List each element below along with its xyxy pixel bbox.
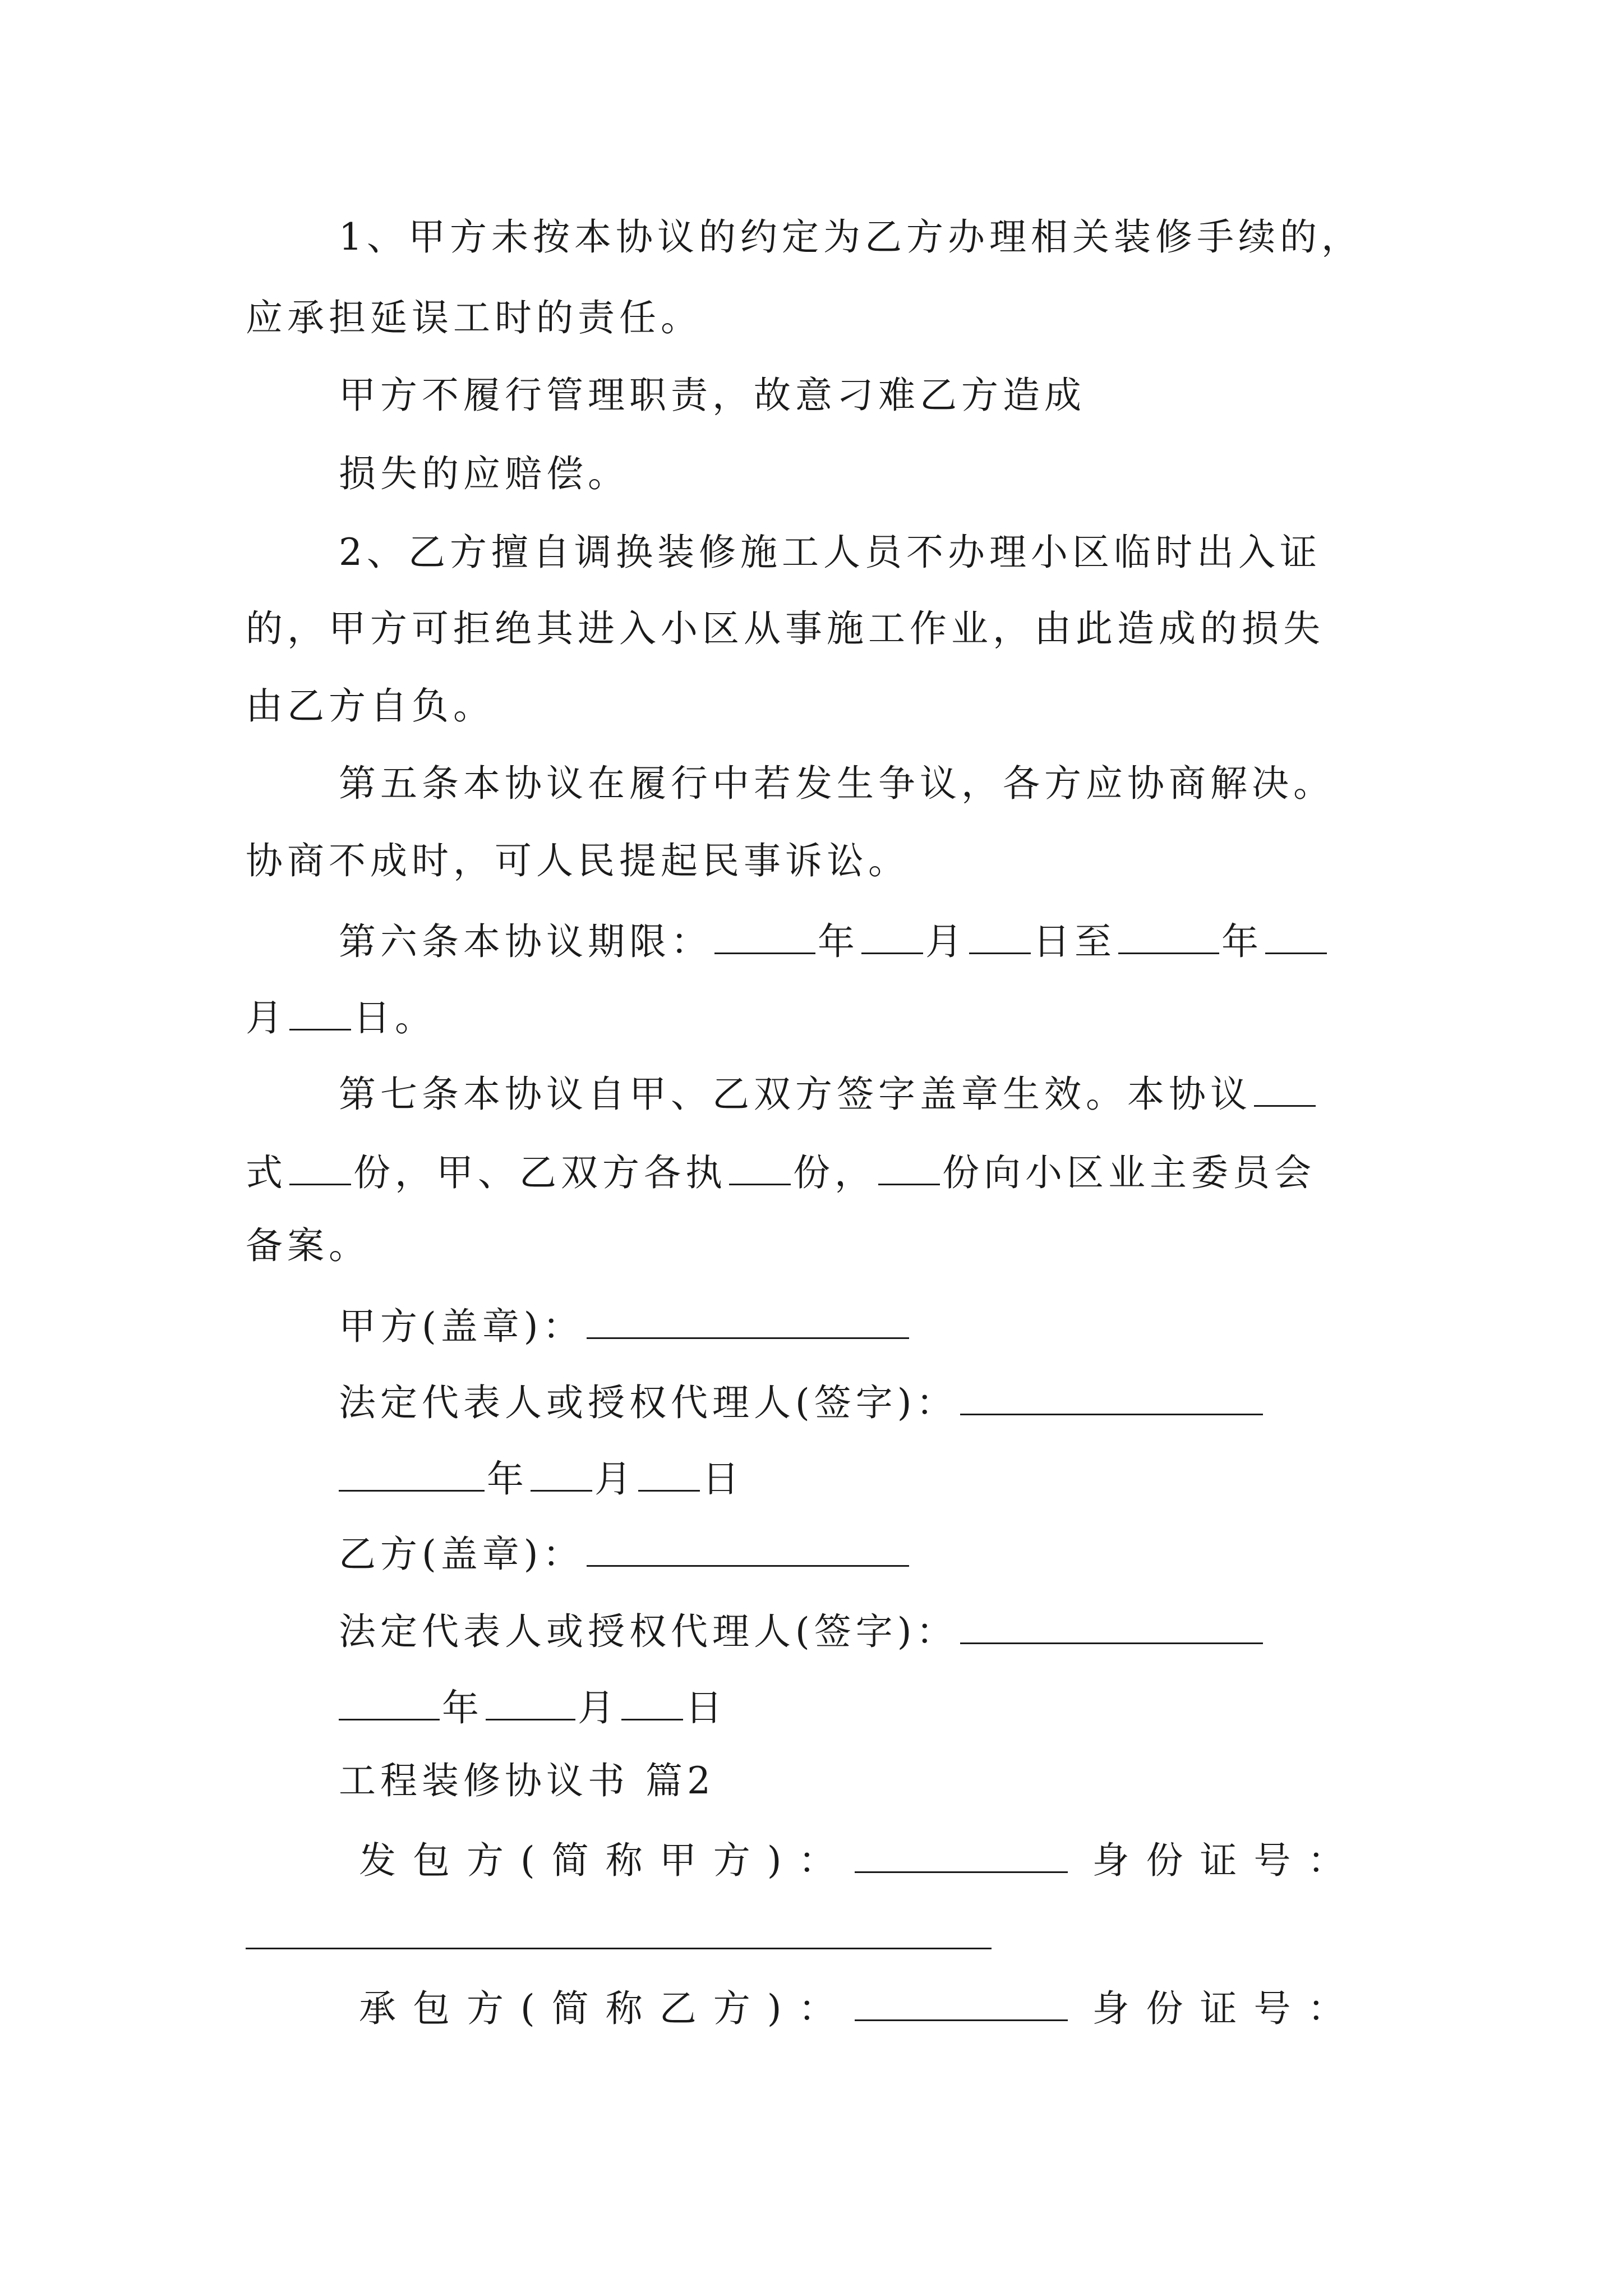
blank-field <box>289 1144 351 1185</box>
paragraph-line: 损失的应赔偿。 <box>339 452 629 495</box>
term-line <box>246 990 436 1040</box>
party-a-seal-blank <box>587 1298 909 1339</box>
blank-field <box>289 990 351 1030</box>
party-b-seal-blank <box>587 1526 909 1567</box>
term-year2: 年 <box>1221 920 1263 963</box>
party-a-rep-blank <box>960 1374 1263 1415</box>
paragraph-line: 2、乙方擅自调换装修施工人员不办理小区临时出入证 <box>339 531 1321 574</box>
blank-field <box>969 913 1031 954</box>
section-title: 工程装修协议书 篇2 <box>339 1759 715 1802</box>
party-b-rep-label: 法定代表人或授权代理人(签字)： <box>339 1610 958 1653</box>
party-a-rep-label: 法定代表人或授权代理人(签字)： <box>339 1381 958 1424</box>
signature-line <box>339 1603 1265 1654</box>
clause7-text: 份， <box>793 1151 876 1194</box>
date-month: 月 <box>594 1457 636 1501</box>
date-day: 日 <box>702 1457 744 1501</box>
blank-field <box>1118 913 1219 954</box>
term-day2: 日。 <box>353 996 436 1039</box>
date-month: 月 <box>578 1686 619 1729</box>
term-line <box>339 913 1329 964</box>
paragraph-line: 甲方不履行管理职责，故意刁难乙方造成 <box>339 374 1086 417</box>
date-year: 年 <box>442 1686 483 1729</box>
paragraph-line: 的，甲方可拒绝其进入小区从事施工作业，由此造成的损失 <box>246 607 1325 650</box>
paragraph-line: 1、甲方未按本协议的约定为乙方办理相关装修手续的， <box>339 215 1363 259</box>
blank-field <box>855 1980 1068 2021</box>
blank-field <box>486 1680 575 1720</box>
contractor-line <box>359 1980 1362 2031</box>
blank-field-line <box>246 1948 992 1949</box>
blank-field <box>855 1832 1068 1873</box>
signature-line <box>339 1298 911 1349</box>
contractor-b-id-label: 身份证号： <box>1092 1987 1362 2030</box>
party-b-rep-blank <box>960 1603 1263 1644</box>
paragraph-line: 应承担延误工时的责任。 <box>246 296 702 339</box>
blank-field <box>621 1680 683 1720</box>
blank-field <box>638 1451 700 1492</box>
date-line <box>339 1451 744 1501</box>
term-month2: 月 <box>246 996 287 1039</box>
blank-field <box>878 1144 940 1185</box>
blank-field <box>339 1451 485 1492</box>
term-day-to: 日至 <box>1033 920 1116 963</box>
date-line <box>339 1680 727 1730</box>
signature-line <box>339 1526 911 1576</box>
paragraph-line: 协商不成时，可人民提起民事诉讼。 <box>246 839 910 882</box>
paragraph-line <box>246 1144 1316 1195</box>
date-year: 年 <box>487 1457 528 1501</box>
party-b-seal-label: 乙方(盖章)： <box>339 1533 584 1576</box>
term-year: 年 <box>818 920 859 963</box>
blank-field <box>1265 913 1327 954</box>
blank-field <box>531 1451 592 1492</box>
clause7-text: 式 <box>246 1151 287 1194</box>
paragraph-line <box>339 1066 1318 1116</box>
blank-field <box>714 913 815 954</box>
signature-line <box>339 1374 1265 1425</box>
blank-field <box>1254 1066 1316 1107</box>
term-month: 月 <box>925 920 967 963</box>
contractor-b-label: 承包方(简称乙方)： <box>359 1987 852 2030</box>
party-a-seal-label: 甲方(盖章)： <box>339 1305 584 1348</box>
contractor-a-id-label: 身份证号： <box>1092 1839 1362 1882</box>
blank-field <box>339 1680 440 1720</box>
clause7-text: 份，甲、乙双方各执 <box>353 1151 727 1194</box>
contractor-a-label: 发包方(简称甲方)： <box>359 1839 852 1882</box>
date-day: 日 <box>685 1686 727 1729</box>
paragraph-line: 备案。 <box>246 1224 370 1267</box>
clause7-text: 份向小区业主委员会 <box>942 1151 1316 1194</box>
contractor-line <box>359 1832 1362 1883</box>
blank-field <box>729 1144 791 1185</box>
blank-field <box>861 913 923 954</box>
paragraph-line: 第五条本协议在履行中若发生争议，各方应协商解决。 <box>339 762 1335 805</box>
paragraph-line: 由乙方自负。 <box>246 684 495 728</box>
term-label: 第六条本协议期限： <box>339 920 712 963</box>
clause7-text: 第七条本协议自甲、乙双方签字盖章生效。本协议 <box>339 1073 1252 1116</box>
